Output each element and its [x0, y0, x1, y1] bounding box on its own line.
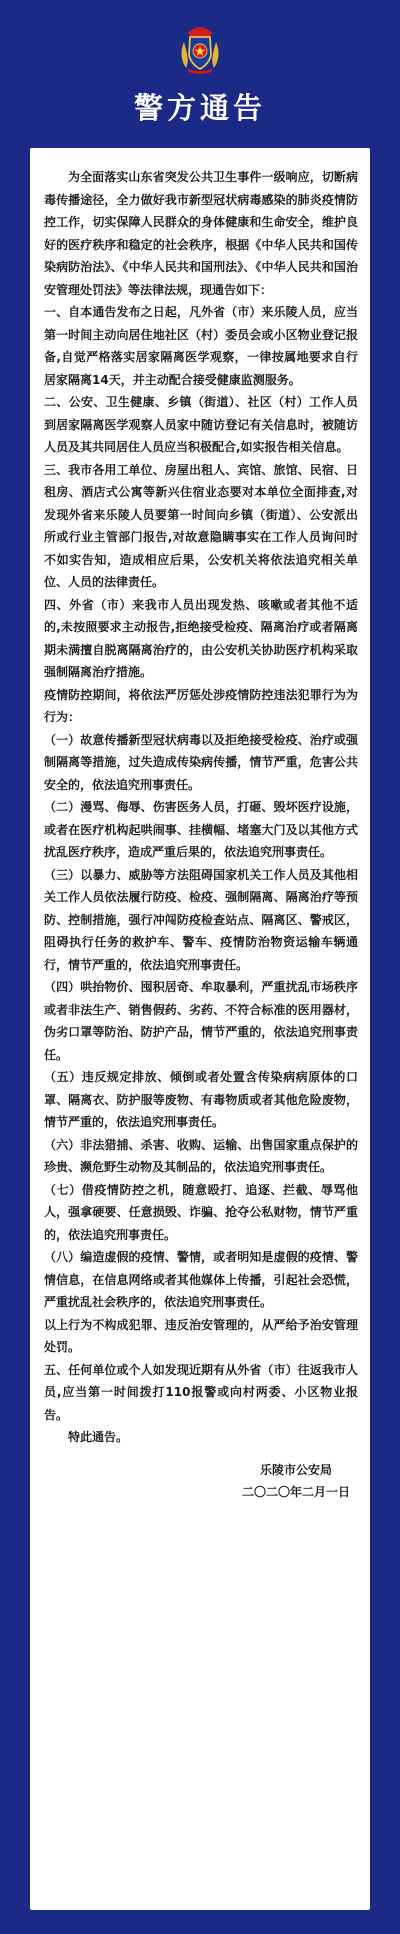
notice-act-8: （八）编造虚假的疫情、警情，或者明知是虚假的疫情、警情信息，在信息网络或者其他媒体上传播，引起社会恐慌，严重扰乱社会秩序的，依法追究刑事责任。 [44, 1250, 358, 1309]
notice-panel [30, 148, 370, 1910]
notice-item-3: 三、我市各用工单位、房屋出租人、宾馆、旅馆、民宿、日租房、酒店式公寓等新兴住宿业态要对本单位全面排查,对发现外省来乐陵人员要第一时间向乡镇（街道）、公安派出所或行业主管部门报告,对故意隐瞒事实在工作人员询问时不如实告知，造成相应后果，公安机关将依法追究相关单位、人员的法律责任。 [44, 462, 358, 589]
notice-act-5: （五）违反规定排放、倾倒或者处置含传染病病原体的口罩、隔离衣、防护服等废物、有毒物质或者其他危险废物，情节严重的，依法追究刑事责任。 [44, 1070, 358, 1129]
notice-item-1: 一、自本通告发布之日起，凡外省（市）来乐陵人员，应当第一时间主动向居住地社区（村）委员会或小区物业登记报备,自觉严格落实居家隔离医学观察，一律按属地要求自行居家隔离14天，并主动配合接受健康监测服务。 [44, 305, 358, 387]
notice-act-3: （三）以暴力、威胁等方法阻碍国家机关工作人员及其他相关工作人员依法履行防疫、检疫、强制隔离、隔离治疗等预防、控制措施，强行冲闯防疫检查站点、隔离区、警戒区，阻碍执行任务的救护车、警车、疫情防治物资运输车辆通行，情节严重的，依法追究刑事责任。 [44, 867, 358, 972]
notice-act-7: （七）借疫情防控之机，随意殴打、追逐、拦截、辱骂他人，强拿硬要、任意损毁、诈骗、抢夺公私财物，情节严重的，依法追究刑事责任。 [44, 1182, 358, 1242]
notice-act-1: （一）故意传播新型冠状病毒以及拒绝接受检疫、治疗或强制隔离等措施，过失造成传染病传播，情节严重，危害公共安全的，依法追究刑事责任。 [44, 732, 358, 792]
notice-lead-in: 疫情防控期间，将依法严厉惩处涉疫情防控违法犯罪行为为行为： [44, 687, 358, 724]
issuer-name: 乐陵市公安局 [259, 1462, 332, 1477]
notice-body [44, 166, 358, 1504]
police-badge-icon [175, 22, 225, 74]
notice-act-6: （六）非法猎捕、杀害、收购、运输、出售国家重点保护的珍贵、濒危野生动物及其制品的，依法追究刑事责任。 [44, 1137, 358, 1174]
issue-date: 二〇二〇年二月一日 [241, 1485, 350, 1499]
notice-closing: 特此通告。 [68, 1430, 129, 1444]
page-title: 警方通告 [133, 91, 266, 125]
notice-item-5: 五、任何单位或个人如发现近期有从外省（市）往返我市人员,应当第一时间拨打110报警或向村两委、小区物业报告。 [44, 1362, 358, 1422]
notice-act-4: （四）哄抬物价、囤积居奇、牟取暴利，严重扰乱市场秩序或者非法生产、销售假药、劣药、不符合标准的医用器材，伪劣口罩等防治、防护产品，情节严重的，依法追究刑事责任。 [44, 980, 358, 1062]
notice-summary: 以上行为不构成犯罪、违反治安管理的，从严给予治安管理处罚。 [44, 1317, 358, 1354]
notice-item-2: 二、公安、卫生健康、乡镇（街道）、社区（村）工作人员到居家隔离医学观察人员家中随访登记有关信息时，被随访人员及其共同居住人员应当积极配合,如实报告相关信息。 [44, 395, 358, 454]
notice-intro: 为全面落实山东省突发公共卫生事件一级响应，切断病毒传播途径，全力做好我市新型冠状病毒感染的肺炎疫情防控工作，切实保障人民群众的身体健康和生命安全，维护良好的医疗秩序和稳定的社会秩序，根据《中华人民共和国传染病防治法》、《中华人民共和国刑法》、《中华人民共和国治安管理处罚法》等法律法规，现通告如下： [44, 170, 358, 297]
notice-act-2: （二）漫骂、侮辱、伤害医务人员，打砸、毁坏医疗设施，或者在医疗机构起哄闹事、挂横幅、堵塞大门及以其他方式扰乱医疗秩序，造成严重后果的，依法追究刑事责任。 [44, 800, 358, 859]
notice-item-4: 四、外省（市）来我市人员出现发热、咳嗽或者其他不适的,未按照要求主动报告,拒绝接受检疫、隔离治疗或者隔离期未满擅自脱离隔离治疗的，由公安机关协助医疗机构采取强制隔离治疗措施。 [44, 597, 358, 679]
